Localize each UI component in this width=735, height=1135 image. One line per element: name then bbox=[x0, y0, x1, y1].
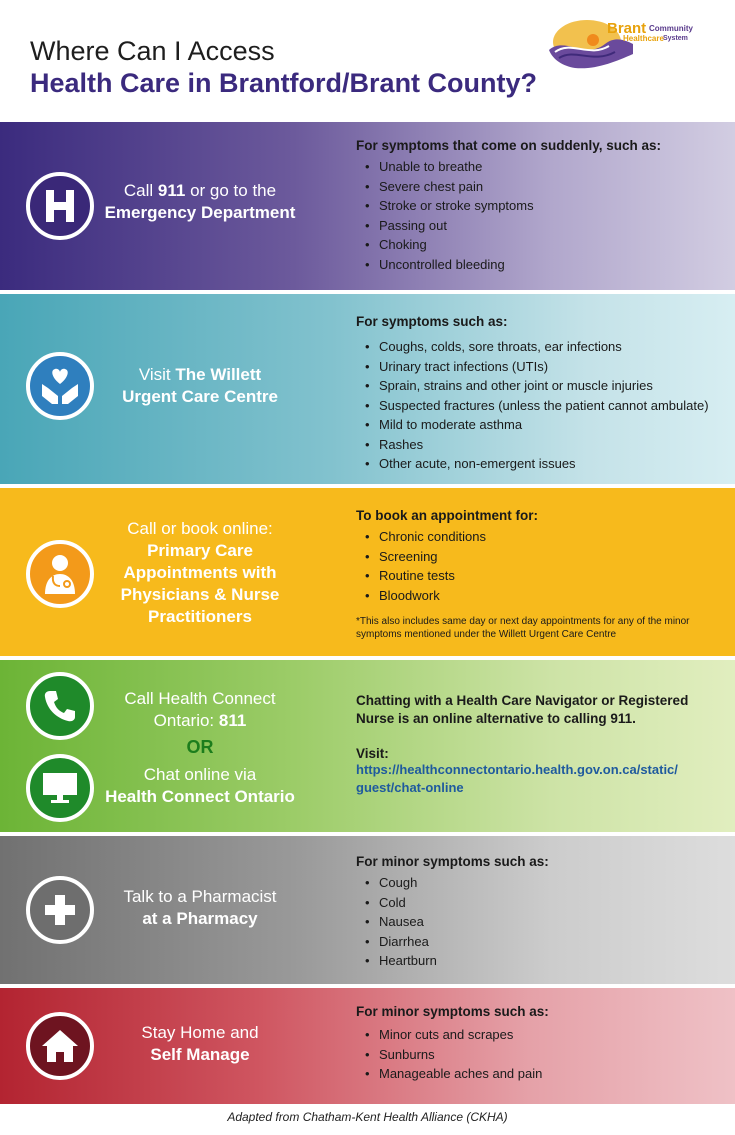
list-item: • Sunburns bbox=[356, 1045, 728, 1065]
self-manage-heading: For minor symptoms such as: bbox=[356, 1004, 549, 1019]
list-item: • Minor cuts and scrapes bbox=[356, 1025, 728, 1045]
footer-credit: Adapted from Chatham-Kent Health Alliance (CKHA) bbox=[227, 1110, 508, 1124]
primary-care-heading: To book an appointment for: bbox=[356, 508, 538, 523]
health-connect-section bbox=[0, 660, 735, 832]
primary-care-details bbox=[356, 508, 728, 641]
list-item: • Cold bbox=[356, 893, 728, 913]
primary-care-lead: Call or book online: Primary Care Appointments with Physicians & Nurse Practitioners bbox=[120, 519, 280, 626]
list-item: • Cough bbox=[356, 873, 728, 893]
list-item: • Heartburn bbox=[356, 951, 728, 971]
list-item: • Stroke or stroke symptoms bbox=[356, 196, 728, 216]
list-item: • Routine tests bbox=[356, 566, 728, 586]
list-item: • Uncontrolled bleeding bbox=[356, 255, 728, 275]
primary-care-list bbox=[356, 527, 728, 605]
emergency-symptom-list bbox=[356, 157, 728, 274]
caring-hands-heart-icon bbox=[26, 352, 94, 420]
plus-cross-icon bbox=[26, 876, 94, 944]
list-item: • Urinary tract infections (UTIs) bbox=[356, 357, 728, 377]
list-item: • Sprain, strains and other joint or muscle injuries bbox=[356, 376, 728, 396]
self-manage-details bbox=[356, 1004, 728, 1084]
emergency-heading: For symptoms that come on suddenly, such as: bbox=[356, 138, 662, 153]
list-item: • Rashes bbox=[356, 435, 728, 455]
urgent-care-section bbox=[0, 294, 735, 484]
brant-logo bbox=[545, 14, 725, 70]
list-item: • Suspected fractures (unless the patient cannot ambulate) bbox=[356, 396, 728, 416]
pharmacy-lead: Talk to a Pharmacist at a Pharmacy bbox=[123, 887, 277, 928]
list-item: • Coughs, colds, sore throats, ear infections bbox=[356, 337, 728, 357]
urgent-care-symptom-list bbox=[356, 337, 728, 474]
primary-care-section bbox=[0, 488, 735, 656]
logo-word-community: Community bbox=[649, 24, 693, 33]
urgent-care-lead: Visit The Willett Urgent Care Centre bbox=[122, 365, 278, 406]
header bbox=[0, 0, 735, 122]
health-connect-lead: Call Health Connect Ontario: 811 OR Chat online via Health Connect Ontario bbox=[100, 688, 300, 808]
page-title-line1: Where Can I Access bbox=[30, 36, 275, 66]
house-icon bbox=[26, 1012, 94, 1080]
visit-label: Visit: bbox=[356, 746, 389, 761]
hospital-h-icon bbox=[26, 172, 94, 240]
list-item: • Screening bbox=[356, 547, 728, 567]
urgent-care-heading: For symptoms such as: bbox=[356, 314, 508, 329]
list-item: • Manageable aches and pain bbox=[356, 1064, 728, 1084]
health-connect-description: Chatting with a Health Care Navigator or Registered Nurse is an online alternative to calling 911. bbox=[356, 693, 689, 726]
list-item: • Other acute, non-emergent issues bbox=[356, 454, 728, 474]
pharmacy-symptom-list bbox=[356, 873, 728, 971]
pharmacy-heading: For minor symptoms such as: bbox=[356, 854, 549, 869]
list-item: • Passing out bbox=[356, 216, 728, 236]
page-title-line2: Health Care in Brantford/Brant County? bbox=[30, 68, 538, 98]
list-item: • Choking bbox=[356, 235, 728, 255]
doctor-icon bbox=[26, 540, 94, 608]
emergency-section bbox=[0, 122, 735, 290]
monitor-icon bbox=[26, 754, 94, 822]
list-item: • Severe chest pain bbox=[356, 177, 728, 197]
urgent-care-details bbox=[356, 314, 728, 474]
primary-care-note: *This also includes same day or next day appointments for any of the minor symptoms mentioned under the Willett Urgent Care Centre bbox=[356, 616, 690, 640]
list-item: • Unable to breathe bbox=[356, 157, 728, 177]
self-manage-section bbox=[0, 988, 735, 1104]
list-item: • Bloodwork bbox=[356, 586, 728, 606]
logo-word-brant: Brant bbox=[607, 20, 647, 37]
list-item: • Nausea bbox=[356, 912, 728, 932]
logo-word-system: System bbox=[663, 35, 688, 42]
emergency-lead: Call 911 or go to the Emergency Department bbox=[104, 181, 296, 222]
logo-word-healthcare: Healthcare bbox=[623, 34, 664, 43]
self-manage-symptom-list bbox=[356, 1025, 728, 1084]
emergency-details bbox=[356, 138, 728, 274]
list-item: • Mild to moderate asthma bbox=[356, 415, 728, 435]
chat-online-link[interactable]: https://healthconnectontario.health.gov.on.ca/static/ guest/chat-online bbox=[356, 762, 678, 795]
pharmacy-details bbox=[356, 854, 728, 971]
self-manage-lead: Stay Home and Self Manage bbox=[141, 1023, 259, 1064]
or-label: OR bbox=[186, 737, 214, 757]
list-item: • Diarrhea bbox=[356, 932, 728, 952]
health-connect-details bbox=[356, 692, 728, 797]
list-item: • Chronic conditions bbox=[356, 527, 728, 547]
pharmacy-section bbox=[0, 836, 735, 984]
phone-icon bbox=[26, 672, 94, 740]
